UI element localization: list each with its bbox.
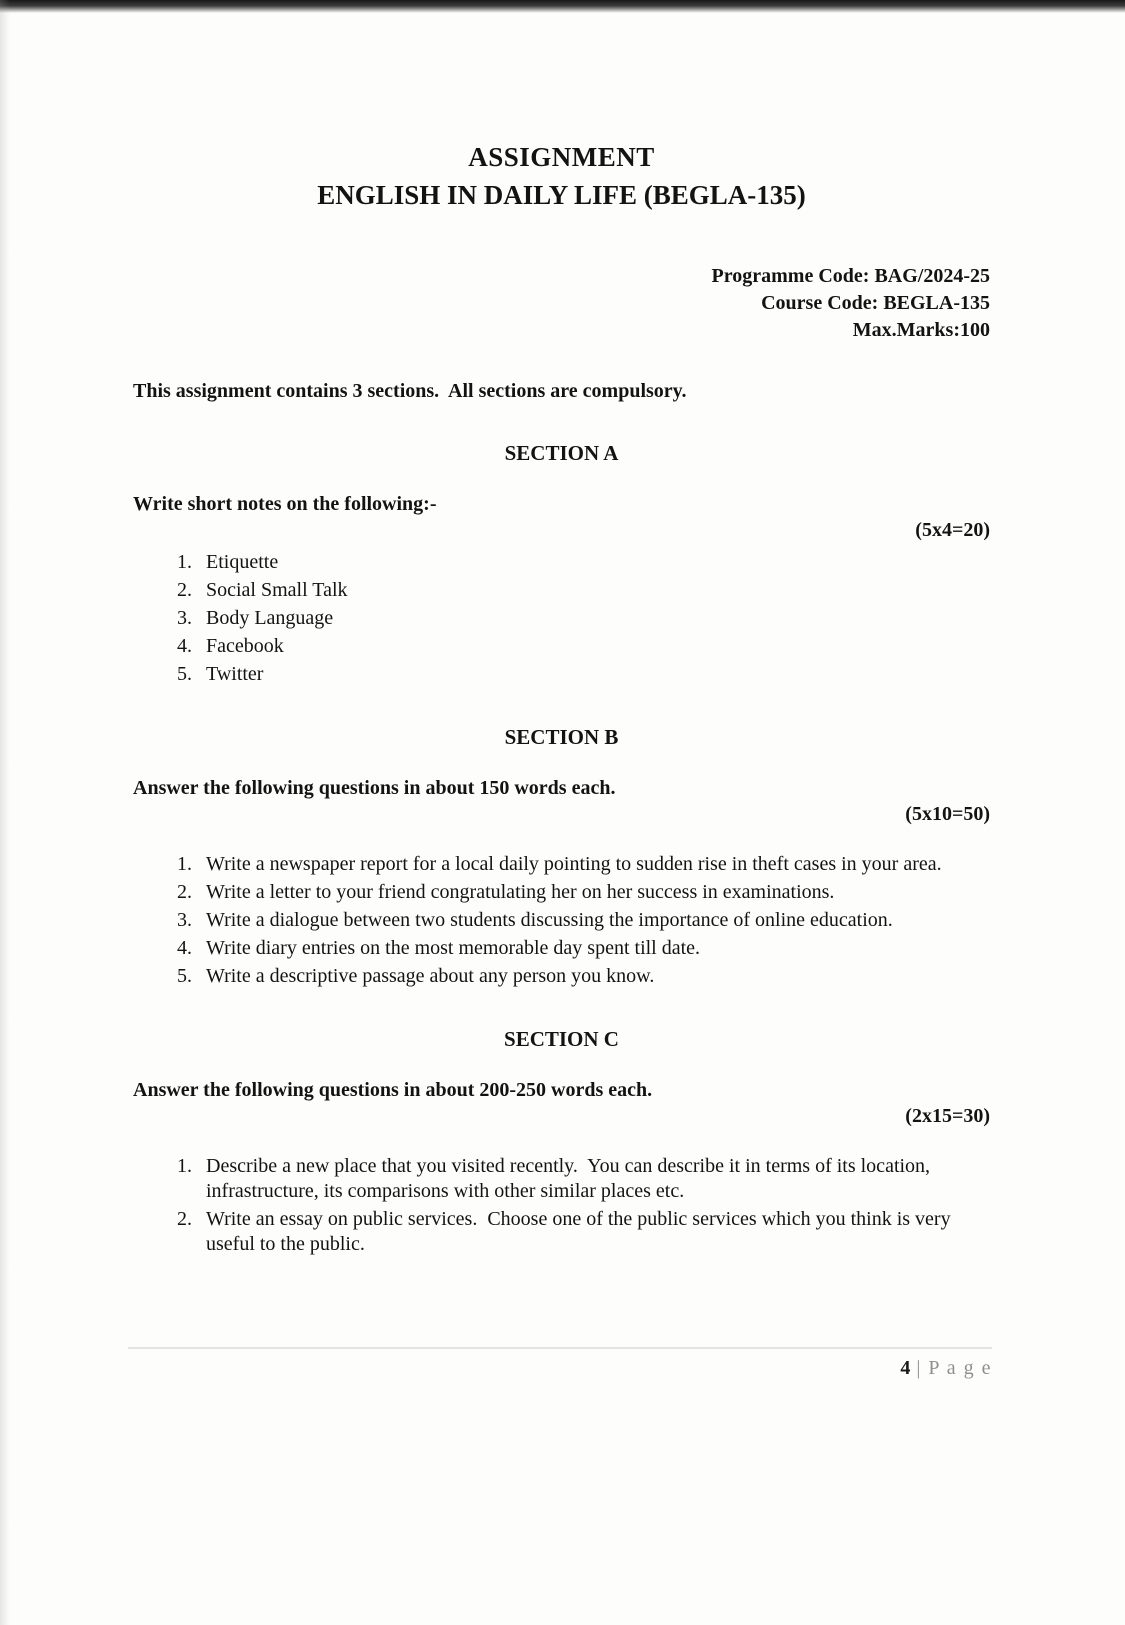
scan-edge-top (0, 0, 1125, 13)
course-code: Course Code: BEGLA-135 (761, 292, 990, 314)
section-c-list (133, 1154, 990, 1257)
section-b-list (133, 852, 990, 989)
assignment-title: ASSIGNMENT (468, 142, 655, 172)
section-a-marks: (5x4=20) (915, 519, 990, 541)
programme-code: Programme Code: BAG/2024-25 (711, 265, 990, 287)
list-item: 4. Facebook (197, 634, 990, 659)
section-c-heading: SECTION C (504, 1027, 619, 1051)
list-item: 1. Describe a new place that you visited recently. You can describe it in terms of its location, infrastructure, its comparisons with other similar places etc. (197, 1154, 990, 1204)
list-item: 3. Body Language (197, 606, 990, 631)
scan-edge-left (0, 0, 10, 1625)
list-item: 5. Twitter (197, 662, 990, 687)
section-c-marks: (2x15=30) (905, 1105, 990, 1127)
page-number: 4 (900, 1357, 911, 1379)
page-label: | P a g e (916, 1357, 992, 1379)
section-a-heading: SECTION A (504, 441, 619, 465)
page-footer (128, 1347, 992, 1380)
section-b-heading: SECTION B (504, 725, 619, 749)
list-item: 1. Etiquette (197, 550, 990, 575)
course-title: ENGLISH IN DAILY LIFE (BEGLA-135) (317, 180, 806, 210)
list-item: 3. Write a dialogue between two students discussing the importance of online education. (197, 908, 990, 933)
list-item: 2. Write an essay on public services. Choose one of the public services which you think is very useful to the public. (197, 1207, 990, 1257)
footer-divider (128, 1347, 992, 1349)
section-a-list (133, 550, 990, 687)
list-item: 4. Write diary entries on the most memorable day spent till date. (197, 936, 990, 961)
max-marks: Max.Marks:100 (852, 319, 990, 341)
intro-note: This assignment contains 3 sections. All sections are compulsory. (133, 380, 687, 402)
list-item: 2. Write a letter to your friend congratulating her on her success in examinations. (197, 880, 990, 905)
list-item: 2. Social Small Talk (197, 578, 990, 603)
section-a-instruction: Write short notes on the following:- (133, 493, 437, 515)
section-b-instruction: Answer the following questions in about 150 words each. (133, 777, 616, 799)
section-c-instruction: Answer the following questions in about 200-250 words each. (133, 1079, 653, 1101)
list-item: 1. Write a newspaper report for a local daily pointing to sudden rise in theft cases in your area. (197, 852, 990, 877)
meta-block (133, 263, 990, 344)
list-item: 5. Write a descriptive passage about any person you know. (197, 964, 990, 989)
footer-text (128, 1357, 992, 1380)
section-b-marks: (5x10=50) (905, 803, 990, 825)
